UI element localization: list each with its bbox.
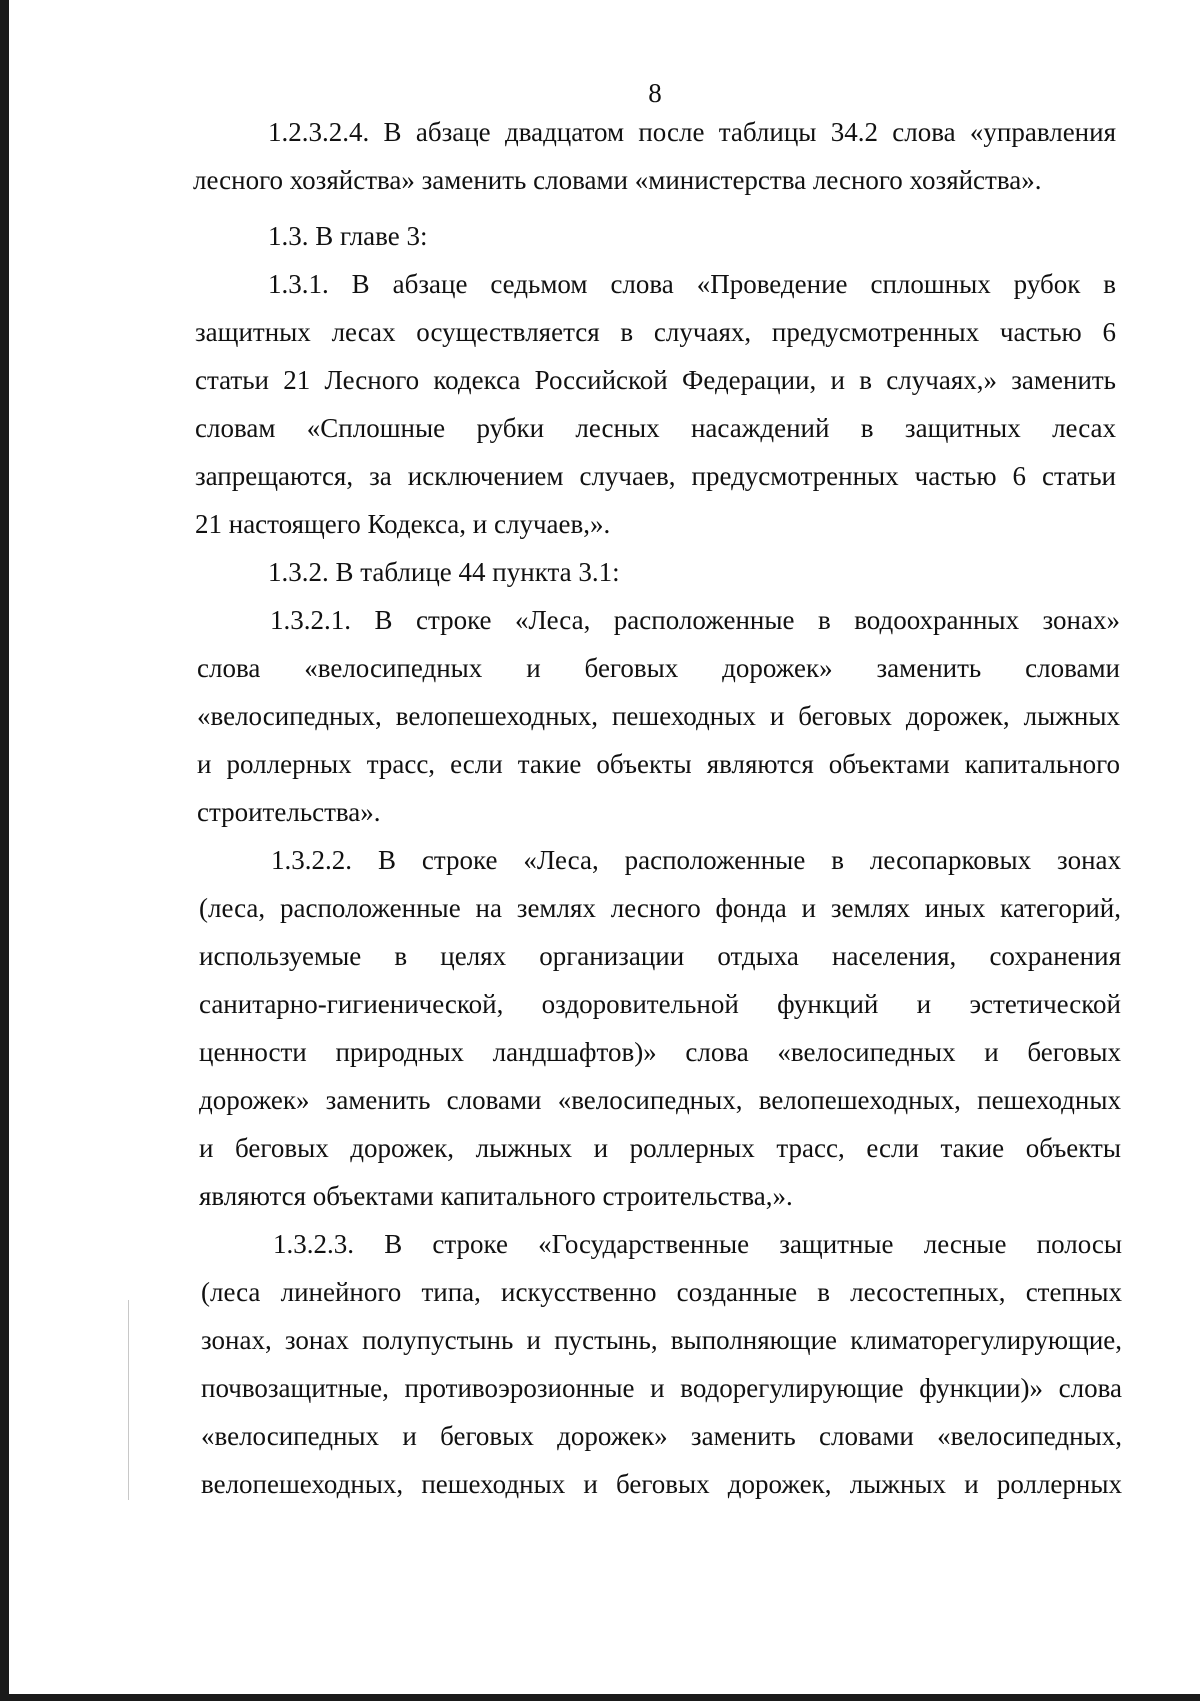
paragraph-line: запрещаются, за исключением случаев, предусмотренных частью 6 статьи bbox=[195, 461, 1116, 491]
scan-left-edge bbox=[0, 0, 9, 1701]
paragraph-line: (леса линейного типа, искусственно созданные в лесостепных, степных bbox=[201, 1277, 1122, 1307]
paragraph-line: слова «велосипедных и беговых дорожек» заменить словами bbox=[197, 653, 1120, 683]
paragraph-line: являются объектами капитального строительства,». bbox=[199, 1181, 793, 1211]
paragraph-line: «велосипедных, велопешеходных, пешеходных и беговых дорожек, лыжных bbox=[197, 701, 1120, 731]
paragraph-line: статьи 21 Лесного кодекса Российской Федерации, и в случаях,» заменить bbox=[195, 365, 1116, 395]
scan-artifact-line bbox=[128, 1300, 129, 1500]
paragraph-line: зонах, зонах полупустынь и пустынь, выполняющие климаторегулирующие, bbox=[201, 1325, 1122, 1355]
section-heading: 1.3. В главе 3: bbox=[268, 221, 428, 251]
paragraph-line: 1.3.2.2. В строке «Леса, расположенные в лесопарковых зонах bbox=[271, 845, 1121, 875]
paragraph-line: санитарно-гигиенической, оздоровительной функций и эстетической bbox=[199, 989, 1121, 1019]
paragraph-line: словам «Сплошные рубки лесных насаждений в защитных лесах bbox=[195, 413, 1116, 443]
paragraph-line: и роллерных трасс, если такие объекты являются объектами капитального bbox=[197, 749, 1120, 779]
paragraph-line: лесного хозяйства» заменить словами «министерства лесного хозяйства». bbox=[193, 165, 1042, 195]
paragraph-line: строительства». bbox=[197, 797, 381, 827]
paragraph-line: ценности природных ландшафтов)» слова «велосипедных и беговых bbox=[199, 1037, 1121, 1067]
paragraph-line: велопешеходных, пешеходных и беговых дорожек, лыжных и роллерных bbox=[201, 1469, 1122, 1499]
paragraph-line: и беговых дорожек, лыжных и роллерных трасс, если такие объекты bbox=[199, 1133, 1121, 1163]
paragraph-line: 21 настоящего Кодекса, и случаев,». bbox=[195, 509, 611, 539]
paragraph-line: дорожек» заменить словами «велосипедных, велопешеходных, пешеходных bbox=[199, 1085, 1121, 1115]
paragraph-line: 1.3.2.3. В строке «Государственные защитные лесные полосы bbox=[273, 1229, 1122, 1259]
paragraph-line: 1.3.2.1. В строке «Леса, расположенные в водоохранных зонах» bbox=[270, 605, 1120, 635]
paragraph-line: почвозащитные, противоэрозионные и водорегулирующие функции)» слова bbox=[201, 1373, 1122, 1403]
scan-bottom-edge bbox=[0, 1694, 1200, 1701]
paragraph-line: 1.3.1. В абзаце седьмом слова «Проведение сплошных рубок в bbox=[268, 269, 1116, 299]
page-number: 8 bbox=[648, 78, 662, 108]
section-heading: 1.3.2. В таблице 44 пункта 3.1: bbox=[268, 557, 620, 587]
paragraph-line: «велосипедных и беговых дорожек» заменить словами «велосипедных, bbox=[201, 1421, 1122, 1451]
paragraph-line: защитных лесах осуществляется в случаях, предусмотренных частью 6 bbox=[195, 317, 1116, 347]
paragraph-line: (леса, расположенные на землях лесного фонда и землях иных категорий, bbox=[199, 893, 1121, 923]
paragraph-line: используемые в целях организации отдыха населения, сохранения bbox=[199, 941, 1121, 971]
paragraph-line: 1.2.3.2.4. В абзаце двадцатом после таблицы 34.2 слова «управления bbox=[268, 117, 1116, 147]
